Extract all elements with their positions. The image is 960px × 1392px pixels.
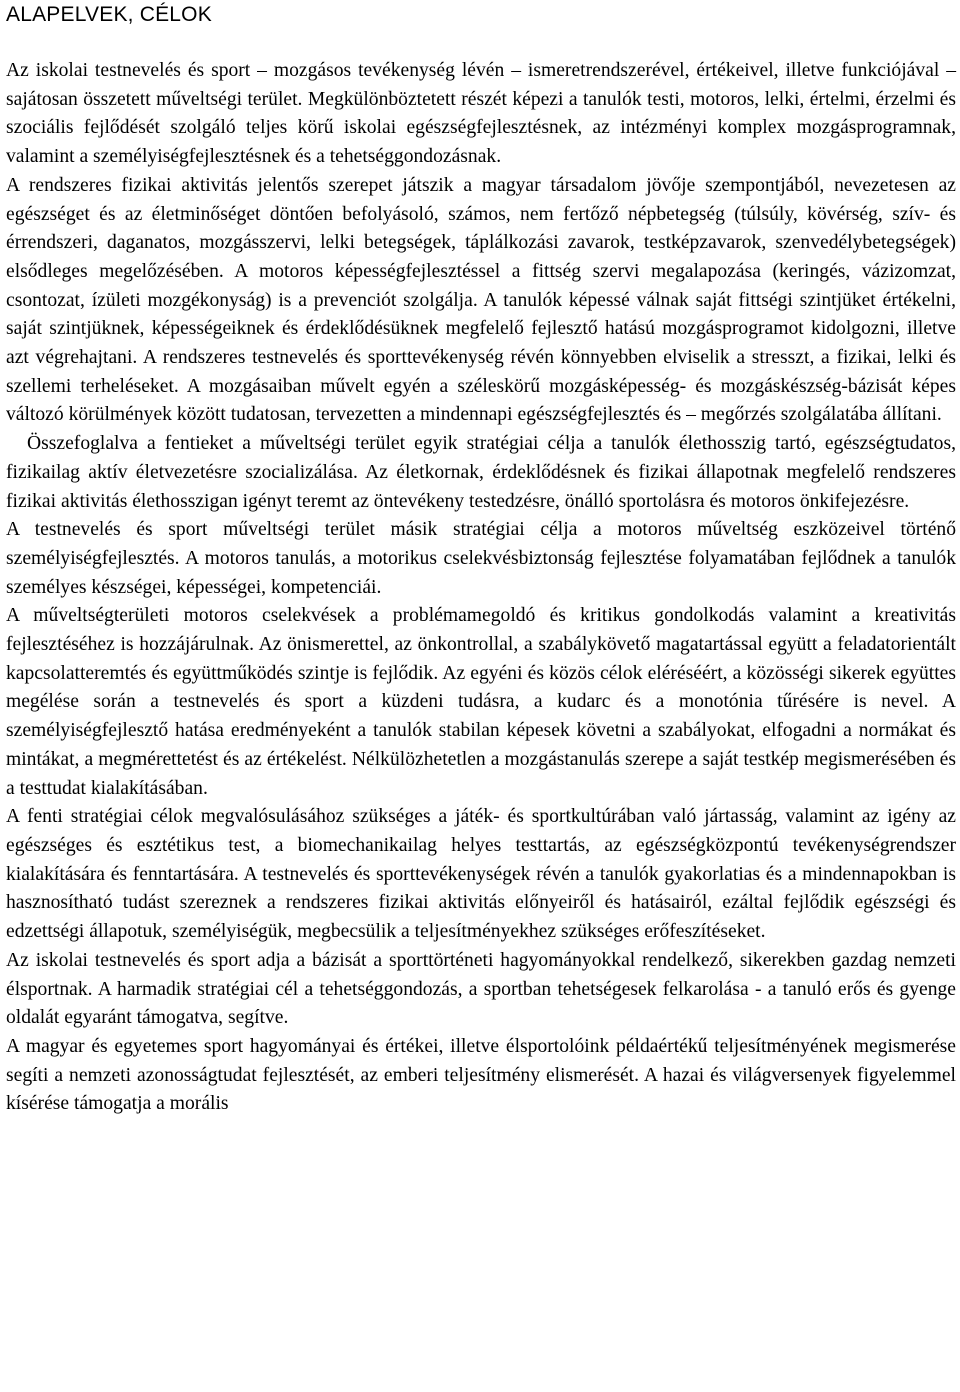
paragraph-strategic-goals: A fenti stratégiai célok megvalósulásához szükséges a játék- és sportkultúrában való jártasság, valamint az igény az egészséges és esztétikus test, a biomechanikailag helyes testtartás, az egészségközpontú tevékenységrendszer kialakítására és fenntartására. A testnevelés és sporttevékenységek révén a tanulók gyakorlatias és a mindennapokban is hasznosítható tudást szereznek a rendszeres fizikai aktivitás előnyeiről és hatásairól, ezáltal fejlődik egészségi és edzettségi állapotuk, személyiségük, megbecsülik a teljesítményekhez szükséges erőfeszítéseket. <box>6 806 956 943</box>
document-page <box>6 0 956 1119</box>
paragraph-motor-actions: A műveltségterületi motoros cselekvések a problémamegoldó és kritikus gondolkodás valamint a kreativitás fejlesztéséhez is hozzájárulnak. Az önismerettel, az önkontrollal, a szabálykövető magatartással együtt a feladatorientált kapcsolatteremtés és együttműködés szintje is fejlődik. Az egyéni és közös célok eléréséért, a közösségi sikerek együttes megélése során a testnevelés és sport a küzdeni tudásra, a kudarc és a monotónia tűrésére is nevel. A személyiségfejlesztő hatása eredményeként a tanulók stabilan képesek követni a szabályokat, elfogadni a normákat és mintákat, a megmérettetést és az értékelést. Nélkülözhetetlen a mozgástanulás szerepe a saját testkép megismerésében és a testtudat kialakításában. <box>6 605 956 799</box>
paragraph-physical-activity: A rendszeres fizikai aktivitás jelentős szerepet játszik a magyar társadalom jövője szempontjából, nevezetesen az egészséget és az életminőséget döntően befolyásoló, számos, nem fertőző népbetegség (túlsúly, kövérség, szív- és érrendszeri, daganatos, mozgásszervi, lelki betegségek, táplálkozási zavarok, testképzavarok, szenvedélybetegségek) elsődleges megelőzésében. A motoros képességfejlesztéssel a fittség szervi megalapozása (keringés, vázizomzat, csontozat, ízületi mozgékonyság) is a prevenciót szolgálja. A tanulók képessé válnak saját fittségi szintjüket értékelni, saját szintjüknek, képességeiknek és érdeklődésüknek megfelelő fejlesztő hatású mozgásprogramot kidolgozni, illetve azt végrehajtani. A rendszeres testnevelés és sporttevékenység révén könnyebben elviselik a stresszt, a fizikai, lelki és szellemi terheléseket. A mozgásaiban művelt egyén a széleskörű mozgásképesség- és mozgáskészség-bázisát képes változó körülmények között tudatosan, tervezetten a mindennapi egészségfejlesztés és – megőrzés szolgálatába állítani. <box>6 174 956 426</box>
paragraph-intro: Az iskolai testnevelés és sport – mozgásos tevékenység lévén – ismeretrendszerével, értékeivel, illetve funkciójával – sajátosan összetett műveltségi terület. Megkülönböztetett részét képezi a tanulók testi, motoros, lelki, értelmi, érzelmi és szociális fejlődését szolgáló teljes körű iskolai egészségfejlesztésnek, az intézményi komplex mozgásprogramnak, valamint a személyiségfejlesztésnek és a tehetséggondozásnak. <box>6 60 956 168</box>
paragraph-elite-sport: Az iskolai testnevelés és sport adja a bázisát a sporttörténeti hagyományokkal rendelkező, sikerekben gazdag nemzeti élsportnak. A harmadik stratégiai cél a tehetséggondozás, a sportban tehetségesek felkarolása - a tanuló erős és gyenge oldalát egyaránt támogatva, segítve. <box>6 949 956 1029</box>
paragraph-sport-traditions: A magyar és egyetemes sport hagyományai és értékei, illetve élsportolóink példaértékű teljesítményének megismerése segíti a nemzeti azonosságtudat fejlesztését, az emberi teljesítmény elismerését. A hazai és világversenyek figyelemmel kísérése támogatja a morális <box>6 1035 956 1115</box>
paragraph-summary: Összefoglalva a fentieket a műveltségi terület egyik stratégiai célja a tanulók élethosszig tartó, egészségtudatos, fizikailag aktív életvezetésre szocializálása. Az életkornak, érdeklődésnek és fizikai állapotnak megfelelő rendszeres fizikai aktivitás élethosszigan igényt teremt az öntevékeny testedzésre, önálló sportolásra és motoros önkifejezésre. <box>6 433 956 512</box>
section-heading: ALAPELVEK, CÉLOK <box>6 3 212 26</box>
paragraph-personality-development: A testnevelés és sport műveltségi terület másik stratégiai célja a motoros műveltség eszközeivel történő személyiségfejlesztés. A motoros tanulás, a motorikus cselekvésbiztonság fejlesztése folyamatában fejlődnek a tanulók személyes készségei, képességei, kompetenciái. <box>6 519 956 598</box>
